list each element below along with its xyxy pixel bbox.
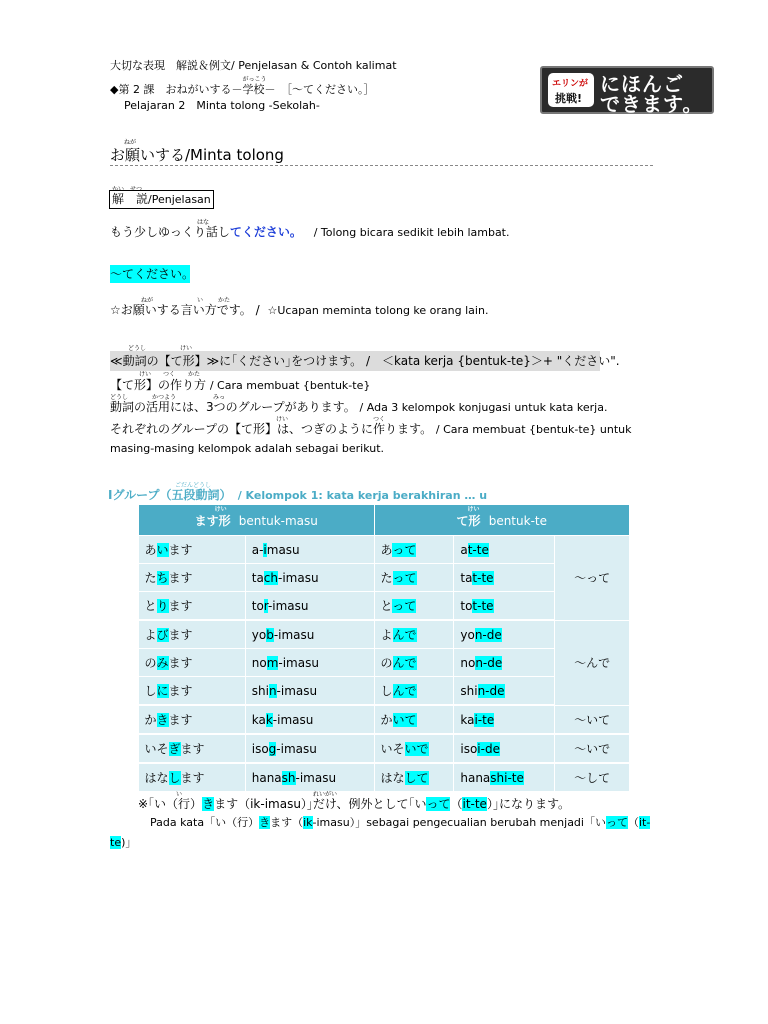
masu-form-jp-cell: かきます (139, 705, 246, 734)
explanation-label: 解 説/Penjelasan (109, 190, 214, 209)
l1-ruby-kata: かた (188, 371, 201, 378)
te-form-romaji-cell: yon-de (454, 620, 555, 649)
te-form-jp-cell: あって (374, 536, 454, 564)
note1-ruby-negai: ねが (141, 297, 154, 304)
te-form-jp-cell: よんで (374, 620, 454, 649)
footnote-line-1: ※｢い（行）きます（ik-imasu）｣だけ、例外として｢いって（it-te）｣になります。 (138, 797, 570, 811)
example-jp: もう少しゆっくり話し (110, 225, 230, 239)
l2-ruby-katsuyou: かつよう (152, 394, 177, 401)
masu-form-romaji-cell: yob-imasu (245, 620, 374, 649)
masu-form-romaji-cell: hanash-imasu (245, 763, 374, 792)
logo-text-line1: にほんご (600, 72, 684, 96)
line-4: masing-masing kelompok adalah sebagai berikut. (110, 442, 385, 455)
te-form-romaji-cell: isoi-de (454, 734, 555, 763)
table-row (139, 536, 630, 564)
l3-ruby-kei: けい (276, 416, 289, 423)
l3-ruby-tsuku: つく (373, 416, 386, 423)
table-header-row (139, 505, 630, 536)
logo-badge-line2: 挑戦! (555, 92, 583, 105)
line-3: それぞれのグループの【て形】は、つぎのように作ります。 / Cara membuat {bentuk-te} untuk (110, 422, 632, 436)
te-form-romaji-cell: tot-te (454, 592, 555, 621)
note1-id: ☆Ucapan meminta tolong ke orang lain. (267, 304, 489, 317)
l2-ruby-doushi: どうし (110, 394, 129, 401)
ending-group-cell: ～いで (555, 734, 630, 763)
header-line-2 (110, 76, 375, 97)
header-te-form: けい て形 bentuk-te (374, 505, 630, 536)
masu-form-romaji-cell: a-imasu (245, 536, 374, 564)
group-heading: Ⅰグループ（五段動詞） / Kelompok 1: kata kerja berakhiran … u (108, 488, 488, 502)
header-line-1: 大切な表現 解説＆例文/ Penjelasan & Contoh kalimat (110, 59, 397, 72)
school-ruby: がっこう (242, 76, 267, 83)
masu-form-romaji-cell: shin-imasu (245, 677, 374, 706)
note1 (110, 302, 488, 319)
masu-form-jp-cell: いそぎます (139, 734, 246, 763)
logo-badge (548, 73, 594, 107)
masu-form-jp-cell: たちます (139, 564, 246, 592)
lesson-number: ◆第 2 課 おねがいする－ (110, 83, 243, 96)
header-line-3: Pelajaran 2 Minta tolong -Sekolah- (124, 99, 320, 112)
lesson-pattern: － ［～てください。］ (264, 83, 375, 96)
ending-group-cell: ～いて (555, 705, 630, 734)
table-row (139, 734, 630, 763)
l1-ruby-kei: けい (139, 371, 152, 378)
line-2: 動詞の活用には、3つのグループがあります。 / Ada 3 kelompok konjugasi untuk kata kerja. (110, 400, 608, 414)
logo-text-line2: できます。 (600, 92, 704, 116)
te-form-jp-cell: たって (374, 564, 454, 592)
te-form-romaji-cell: non-de (454, 649, 555, 677)
te-form-jp-cell: のんで (374, 649, 454, 677)
conjugation-table (138, 504, 630, 792)
te-form-romaji-cell: hanashi-te (454, 763, 555, 792)
te-form-jp-cell: いそいで (374, 734, 454, 763)
te-form-jp-cell: しんで (374, 677, 454, 706)
footnote-ruby-iku: い (176, 791, 183, 798)
te-form-romaji-cell: shin-de (454, 677, 555, 706)
logo-badge-line1: エリンが (552, 79, 589, 89)
explanation-ruby: かい せつ (112, 186, 143, 193)
footnote-line-2: Pada kata「い（行）きます（ik-imasu）」sebagai pengecualian berubah menjadi「いって（it- (150, 816, 651, 829)
example-sentence (110, 224, 510, 241)
table-row (139, 763, 630, 792)
te-form-romaji-cell: at-te (454, 536, 555, 564)
masu-form-jp-cell: とります (139, 592, 246, 621)
masu-form-jp-cell: はなします (139, 763, 246, 792)
note1-jp: ☆お願いする言い方です。 / (110, 303, 260, 317)
ending-group-cell: ～って (555, 536, 630, 621)
masu-form-romaji-cell: isog-imasu (245, 734, 374, 763)
l2-ruby-mittsu: みっ (213, 394, 226, 401)
l1-ruby-tsuku: つく (163, 371, 176, 378)
school-word: がっこう 学校 (242, 76, 267, 96)
note1-ruby-ii: い (197, 297, 204, 304)
te-form-romaji-cell: kai-te (454, 705, 555, 734)
group-heading-ruby: ごだんどうし (175, 482, 212, 489)
page-title: お願いする/Minta tolong (110, 146, 284, 164)
te-form-jp-cell: とって (374, 592, 454, 621)
title-ruby: ねが (124, 139, 137, 146)
example-ruby: はな (197, 219, 210, 226)
masu-form-romaji-cell: nom-imasu (245, 649, 374, 677)
example-id: / Tolong bicara sedikit lebih lambat. (313, 226, 510, 239)
pattern-band: ～てください。 (110, 267, 195, 281)
table-row (139, 705, 630, 734)
masu-form-romaji-cell: tach-imasu (245, 564, 374, 592)
example-jp-pattern: てください。 (229, 225, 302, 239)
te-form-jp-cell: かいて (374, 705, 454, 734)
line-1: 【て形】の作り方 / Cara membuat {bentuk-te} (110, 378, 371, 392)
note1-ruby-kata: かた (218, 297, 231, 304)
te-form-romaji-cell: tat-te (454, 564, 555, 592)
ending-group-cell: ～んで (555, 620, 630, 705)
masu-form-jp-cell: しにます (139, 677, 246, 706)
masu-form-jp-cell: あいます (139, 536, 246, 564)
table-row (139, 620, 630, 649)
footnote-line-3: te)」 (110, 836, 137, 849)
masu-form-romaji-cell: tor-imasu (245, 592, 374, 621)
rule-ruby-doushi: どうし (128, 345, 147, 352)
masu-form-romaji-cell: kak-imasu (245, 705, 374, 734)
masu-form-jp-cell: よびます (139, 620, 246, 649)
rule-band: ≪動詞の【て形】≫に｢ください｣をつけます。 / ＜kata kerja {bentuk-te}＞+ "ください". (110, 354, 620, 368)
te-form-jp-cell: はなして (374, 763, 454, 792)
rule-ruby-kei: けい (180, 345, 193, 352)
nihongo-dekimasu-logo (540, 66, 714, 114)
header-masu-form: けい ます形 bentuk-masu (139, 505, 375, 536)
masu-form-jp-cell: のみます (139, 649, 246, 677)
ending-group-cell: ～して (555, 763, 630, 792)
footnote-ruby-reigai: れいがい (313, 791, 338, 798)
